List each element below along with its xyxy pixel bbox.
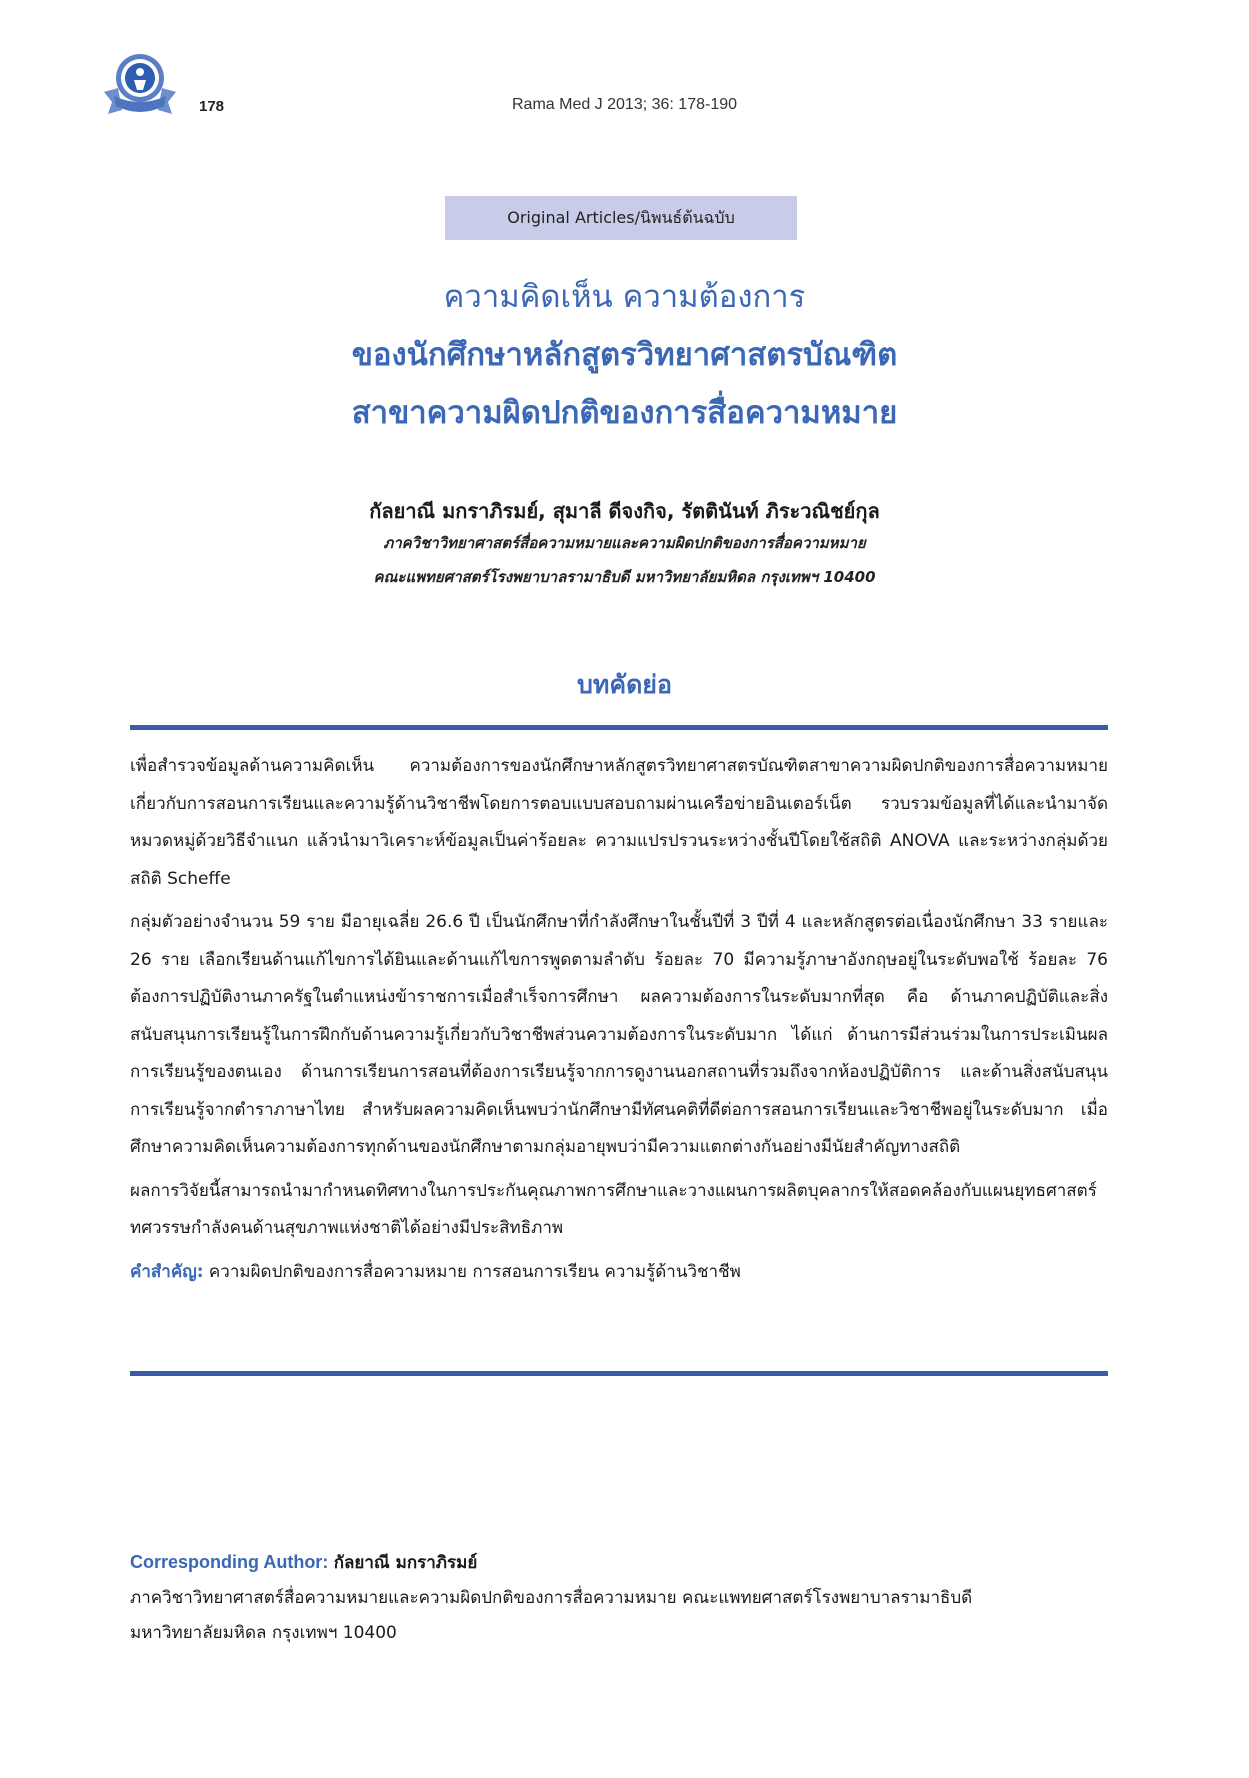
title-line-1: ความคิดเห็น ความต้องการ [443, 279, 806, 315]
corresponding-author [130, 1545, 1130, 1651]
title-line-2: ของนักศึกษาหลักสูตรวิทยาศาสตรบัณฑิต [351, 337, 898, 373]
title-line-3: สาขาความผิดปกติของการสื่อความหมาย [351, 395, 898, 431]
abstract-heading: บทคัดย่อ [577, 670, 672, 699]
corresponding-name: กัลยาณี มกราภิรมย์ [333, 1553, 478, 1573]
corresponding-address-line-2: มหาวิทยาลัยมหิดล กรุงเทพฯ 10400 [130, 1623, 397, 1643]
keywords-text: ความผิดปกติของการสื่อความหมาย การสอนการเรียน ความรู้ด้านวิชาชีพ [208, 1261, 741, 1282]
affiliation-line-2: คณะแพทยศาสตร์โรงพยาบาลรามาธิบดี มหาวิทยาลัยมหิดล กรุงเทพฯ 10400 [373, 568, 876, 586]
keywords [130, 1254, 1108, 1291]
abstract-bottom-rule [130, 1371, 1108, 1376]
journal-citation: Rama Med J 2013; 36: 178-190 [511, 96, 738, 113]
article-type-label: Original Articles/นิพนธ์ต้นฉบับ [507, 207, 735, 227]
abstract-body [130, 748, 1108, 1291]
affiliation-line-1: ภาควิชาวิทยาศาสตร์สื่อความหมายและความผิดปกติของการสื่อความหมาย [383, 534, 866, 552]
abstract-paragraph-2: กลุ่มตัวอย่างจำนวน 59 ราย มีอายุเฉลี่ย 26.6 ปี เป็นนักศึกษาที่กำลังศึกษาในชั้นปีที่ 3 ปีที่ 4 และหลักสูตรต่อเนื่องนักศึกษา 33 รายและ 26 ราย เลือกเรียนด้านแก้ไขการได้ยินและด้านแก้ไขการพูดตามลำดับ ร้อยละ 70 มีความรู้ภาษาอังกฤษอยู่ในระดับพอใช้ ร้อยละ 76 ต้องการปฏิบัติงานภาครัฐในตำแหน่งข้าราชการเมื่อสำเร็จการศึกษา ผลความต้องการในระดับมากที่สุด คือ ด้านภาคปฏิบัติและสิ่งสนับสนุนการเรียนรู้ในการฝึกกับด้านความรู้เกี่ยวกับวิชาชีพส่วนความต้องการในระดับมาก ได้แก่ ด้านการมีส่วนร่วมในการประเมินผลการเรียนรู้ของตนเอง ด้านการเรียนการสอนที่ต้องการเรียนรู้จากการดูงานนอกสถานที่รวมถึงจากห้องปฏิบัติการ และด้านสิ่งสนับสนุนการเรียนรู้จากตำราภาษาไทย สำหรับผลความคิดเห็นพบว่านักศึกษามีทัศนคติที่ดีต่อการสอนการเรียนและวิชาชีพอยู่ในระดับมาก เมื่อศึกษาความคิดเห็นความต้องการทุกด้านของนักศึกษาตามกลุ่มอายุพบว่ามีความแตกต่างกันอย่างมีนัยสำคัญทางสถิติ [130, 912, 1108, 1157]
page-number: 178 [199, 98, 225, 115]
article-title [0, 268, 1249, 442]
corresponding-address-line-1: ภาควิชาวิทยาศาสตร์สื่อความหมายและความผิดปกติของการสื่อความหมาย คณะแพทยศาสตร์โรงพยาบาลรามาธิบดี [130, 1588, 973, 1608]
keywords-label: คำสำคัญ: [130, 1261, 204, 1282]
abstract-top-rule [130, 725, 1108, 730]
abstract-paragraph-1: เพื่อสำรวจข้อมูลด้านความคิดเห็น ความต้องการของนักศึกษาหลักสูตรวิทยาศาสตรบัณฑิตสาขาความผิดปกติของการสื่อความหมายเกี่ยวกับการสอนการเรียนและความรู้ด้านวิชาชีพโดยการตอบแบบสอบถามผ่านเครือข่ายอินเตอร์เน็ต รวบรวมข้อมูลที่ได้และนำมาจัดหมวดหมู่ด้วยวิธีจำแนก แล้วนำมาวิเคราะห์ข้อมูลเป็นค่าร้อยละ ความแปรปรวนระหว่างชั้นปีโดยใช้สถิติ ANOVA และระหว่างกลุ่มด้วยสถิติ Scheffe [130, 756, 1108, 889]
corresponding-label: Corresponding Author: [130, 1552, 329, 1572]
abstract-paragraph-3: ผลการวิจัยนี้สามารถนำมากำหนดทิศทางในการประกันคุณภาพการศึกษาและวางแผนการผลิตบุคลากรให้สอดคล้องกับแผนยุทธศาสตร์ทศวรรษกำลังคนด้านสุขภาพแห่งชาติได้อย่างมีประสิทธิภาพ [130, 1180, 1097, 1238]
author-list: กัลยาณี มกราภิรมย์, สุมาลี ดีจงกิจ, รัตตินันท์ ภิระวณิชย์กุล [369, 499, 880, 523]
article-type-banner [445, 196, 797, 240]
